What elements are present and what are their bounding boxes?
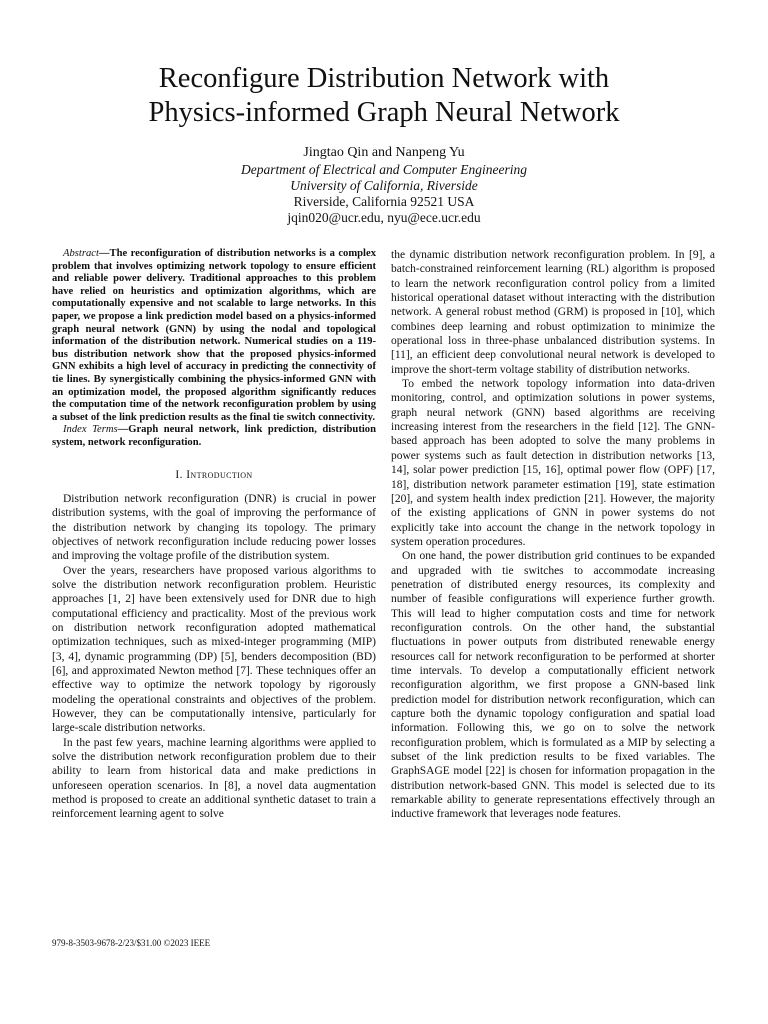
index-terms [52, 424, 376, 449]
author-emails: jqin020@ucr.edu, nyu@ece.ucr.edu [287, 210, 481, 225]
right-column [391, 248, 715, 822]
section-title: Introduction [186, 468, 253, 481]
author-names: Jingtao Qin and Nanpeng Yu [303, 145, 465, 160]
paper-title [0, 62, 768, 130]
index-terms-label: Index Terms [63, 424, 118, 436]
section-number: I. [175, 468, 187, 481]
body-paragraph: Over the years, researchers have proposed various algorithms to solve the distribution network reconfiguration problem. Heuristic approaches [1, 2] have been extensively used for DNR due to high computational efficiency and practicality. Most of the previous work on distribution network reconfiguration adopted mathematical optimization techniques, such as mixed-integer programming (MIP) [3, 4], dynamic programming (DP) [5], benders decomposition (BD) [6], and approximated Newton method [7]. These techniques offer an effective way to optimize the network topology by rigorously modeling the operational constraints and objectives of the problem. However, they can be computationally intensive, particularly for large-scale distribution networks. [52, 564, 376, 735]
affiliation-university: University of California, Riverside [290, 178, 478, 193]
index-terms-text: —Graph neural network, link prediction, distribution system, network reconfiguration. [52, 424, 376, 448]
abstract-text: —The reconfiguration of distribution networks is a complex problem that involves optimizing network topology to ensure efficient and reliable power delivery. Traditional approaches to this problem have relied on heuristics and optimization algorithms, which are computationally expensive and not scalable to large networks. In this paper, we propose a link prediction model based on a physics-informed graph neural network (GNN) by using the nodal and topological information of the distribution network. Numerical studies on a 119-bus distribution network show that the proposed physics-informed GNN exhibits a high level of accuracy in predicting the connectivity of tie lines. By synergistically combining the physics-informed GNN with an optimization model, the proposed algorithm significantly reduces the computation time of the network reconfiguration problem by using a subset of the link prediction results as the final tie switch connectivity. [52, 248, 376, 423]
left-column [52, 248, 376, 822]
abstract-label: Abstract [63, 248, 99, 259]
copyright-footer: 979-8-3503-9678-2/23/$31.00 ©2023 IEEE [52, 938, 211, 948]
affiliation-address: Riverside, California 92521 USA [293, 194, 475, 209]
body-paragraph: In the past few years, machine learning algorithms were applied to solve the distribution network reconfiguration problem due to their ability to learn from historical data and make predictions in unforeseen operation scenarios. In [8], a novel data augmentation method is proposed to create an additional synthetic dataset to train a reinforcement learning agent to solve [52, 736, 376, 821]
author-block [0, 145, 768, 226]
abstract [52, 248, 376, 424]
body-paragraph: On one hand, the power distribution grid continues to be expanded and upgraded with tie switches to accommodate increasing penetration of distributed energy resources, its complexity and number of feasible configurations will experience further growth. This will lead to higher computation costs and time for network reconfiguration controls. On the other hand, the substantial fluctuations in power outputs from distributed renewable energy resources call for network reconfiguration to be performed at shorter time intervals. To develop a computationally efficient network reconfiguration algorithm, we first propose a GNN-based link prediction model for distribution network reconfiguration, which can capture both the dynamic topology configuration and spatial load information. Following this, we go on to solve the network reconfiguration problem, which is formulated as a MIP by selecting a subset of the link prediction results to be fixed variables. The GraphSAGE model [22] is chosen for information propagation in the distribution network-based GNN. This model is selected due to its remarkable ability to generate representations effectively through an inductive framework that leverages node features. [391, 550, 715, 821]
affiliation-department: Department of Electrical and Computer Engineering [240, 162, 528, 177]
body-paragraph: Distribution network reconfiguration (DNR) is crucial in power distribution systems, with the goal of improving the performance of the distribution network by changing its topology. The primary objectives of network reconfiguration include reducing power losses and improving the voltage profile of the distribution system. [52, 492, 376, 563]
body-paragraph: the dynamic distribution network reconfiguration problem. In [9], a batch-constrained reinforcement learning (RL) algorithm is proposed to learn the network reconfiguration control policy from a limited historical operational dataset without interacting with the distribution network. A general robust method (GRM) is proposed in [10], which combines deep learning and robust optimization to minimize the operational loss in three-phase unbalanced distribution systems. In [11], an efficient deep convolutional neural network is developed to improve the short-term voltage stability of distribution networks. [391, 249, 715, 376]
title-line-1: Reconfigure Distribution Network with [158, 63, 610, 94]
title-line-2: Physics-informed Graph Neural Network [148, 97, 620, 128]
body-paragraph: To embed the network topology information into data-driven monitoring, control, and optimization solutions in power systems, graph neural network (GNN) based algorithms are receiving increasing interest from the researchers in the field [12]. The GNN-based approach has been adopted to solve the many problems in power systems such as fault detection in distribution networks [13, 14], solar power prediction [15, 16], optimal power flow (OPF) [17, 18], distribution network parameter estimation [19], state estimation [20], and system health index prediction [21]. However, the majority of the existing applications of GNN in power systems do not explicitly take into account the change in the network topology in system operation procedures. [391, 378, 715, 548]
section-heading-introduction [52, 468, 376, 482]
